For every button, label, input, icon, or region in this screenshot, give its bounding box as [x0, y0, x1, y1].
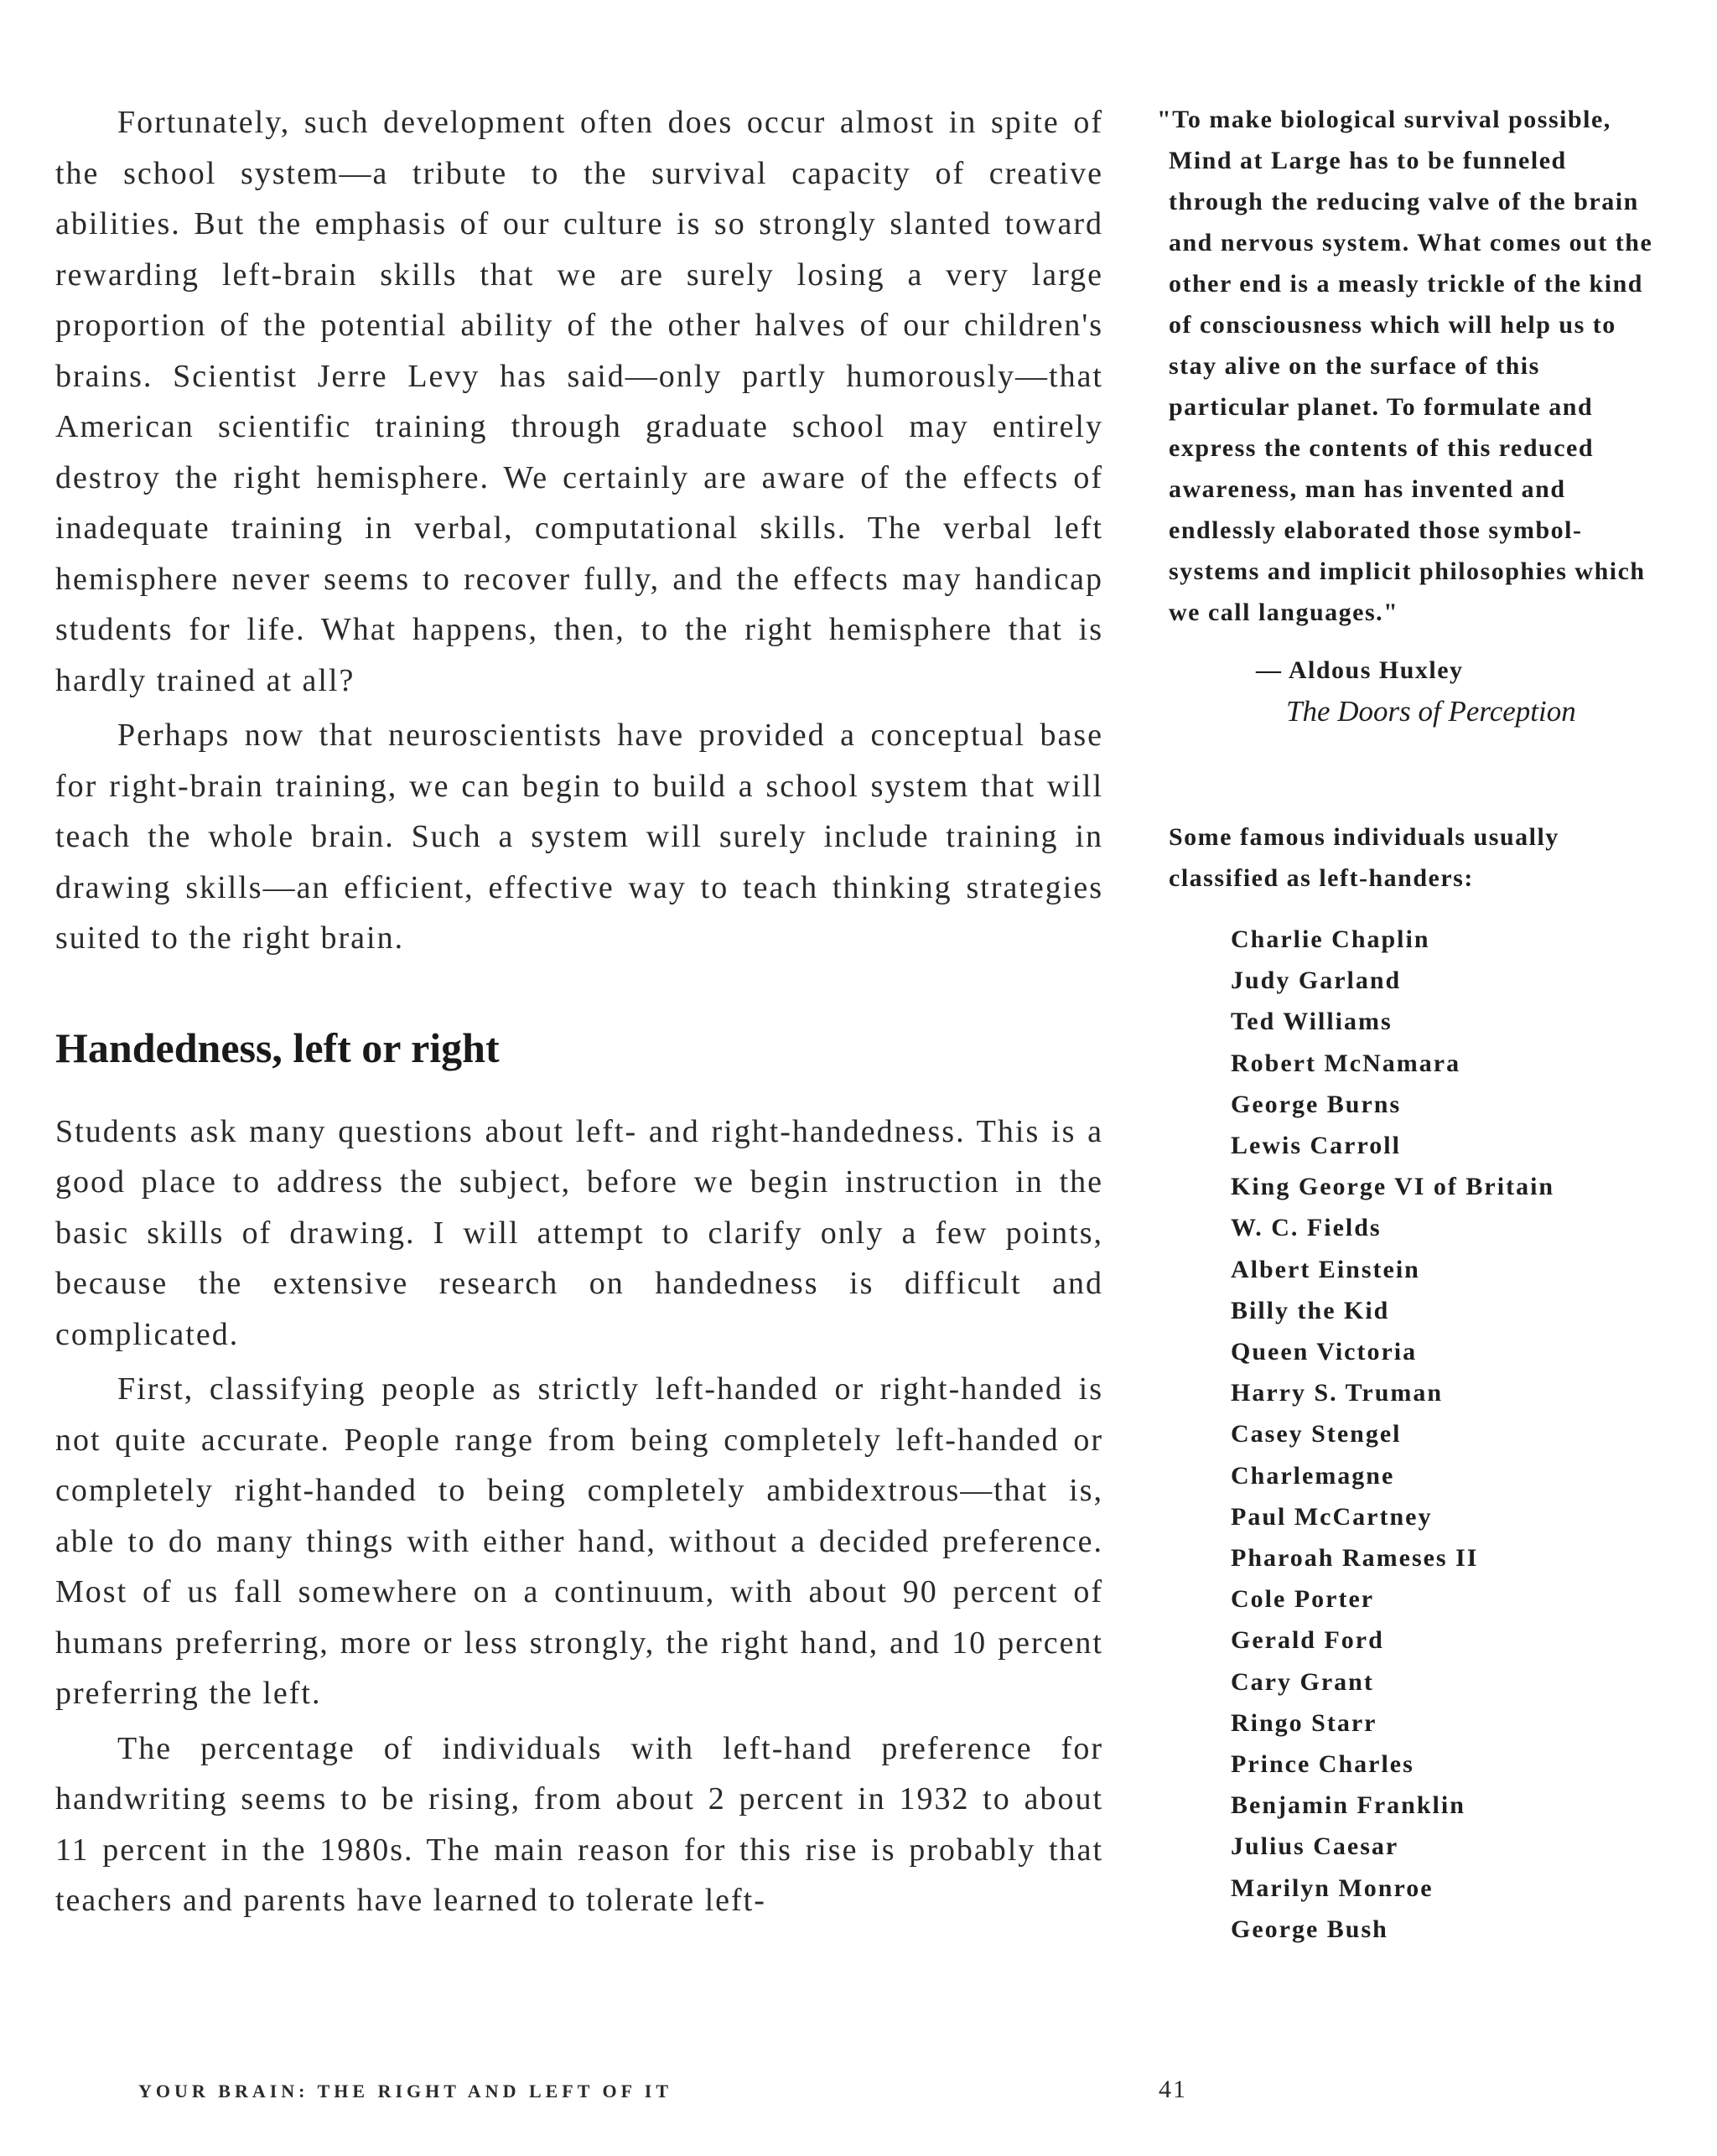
list-item: Ted Williams	[1231, 1008, 1393, 1036]
body-paragraph: Fortunately, such development often does occur almost in spite of the school system—a tribute to the survival capacity of creative abilities. But the emphasis of our culture is so strongly slanted toward rewarding left-brain skills that we are surely losing a very large proportion of the potential ability of the other halves of our children's brains. Scientist Jerre Levy has said—only partly humorously—that American scientific training through graduate school may entirely destroy the right hemisphere. We certainly are aware of the effects of inadequate training in verbal, computational skills. The verbal left hemisphere never seems to recover fully, and the effects may handicap students for life. What happens, then, to the right hemisphere that is hardly trained at all?	[55, 105, 1103, 698]
list-item: Casey Stengel	[1231, 1420, 1402, 1449]
list-item: Cary Grant	[1231, 1667, 1374, 1696]
quote-attribution	[1157, 650, 1660, 733]
sidebar-quote: "To make biological survival possible, Mind at Large has to be funneled through the reducing valve of the brain and nervous system. What comes out the other end is a measly trickle of the kind of consciousness which will help us to stay alive on the surface of this particular planet. To formulate and express the contents of this reduced awareness, man has invented and endlessly elaborated those symbol-systems and implicit philosophies which we call languages."	[1157, 106, 1653, 626]
list-item: Harry S. Truman	[1231, 1379, 1444, 1407]
list-item: King George VI of Britain	[1231, 1173, 1555, 1201]
main-text-column	[55, 97, 1103, 1931]
list-item: Prince Charles	[1231, 1750, 1414, 1779]
attribution-book-title: The Doors of Perception	[1286, 695, 1576, 728]
attribution-author: — Aldous Huxley	[1256, 656, 1464, 684]
list-item: Pharoah Rameses II	[1231, 1544, 1479, 1573]
left-handers-list	[1157, 919, 1660, 1950]
list-item: Ringo Starr	[1231, 1708, 1377, 1737]
list-item: Billy the Kid	[1231, 1296, 1390, 1324]
list-item: W. C. Fields	[1231, 1214, 1382, 1242]
list-item: George Burns	[1231, 1090, 1402, 1118]
list-item: Gerald Ford	[1231, 1626, 1384, 1655]
list-item: Marilyn Monroe	[1231, 1874, 1434, 1902]
list-item: Queen Victoria	[1231, 1338, 1418, 1366]
list-item: Julius Caesar	[1231, 1832, 1399, 1861]
list-item: George Bush	[1231, 1915, 1388, 1943]
list-item: Lewis Carroll	[1231, 1132, 1401, 1160]
list-item: Albert Einstein	[1231, 1255, 1420, 1283]
body-paragraph: First, classifying people as strictly left-handed or right-handed is not quite accurate. People range from being completely left-handed or completely right-handed to being completely ambidextrous—that is, able to do many things with either hand, without a decided preference. Most of us fall somewhere on a continuum, with about 90 percent of humans preferring, more or less strongly, the right hand, and 10 percent preferring the left.	[55, 1371, 1103, 1711]
section-heading: Handedness, left or right	[55, 1024, 500, 1071]
list-item: Paul McCartney	[1231, 1502, 1433, 1531]
body-paragraph: Perhaps now that neuroscientists have provided a conceptual base for right-brain training, we can begin to build a school system that will teach the whole brain. Such a system will surely include training in drawing skills—an efficient, effective way to teach thinking strategies suited to the right brain.	[55, 718, 1103, 956]
running-footer-title: YOUR BRAIN: THE RIGHT AND LEFT OF IT	[138, 2081, 672, 2102]
list-item: Cole Porter	[1231, 1585, 1375, 1614]
body-paragraph: Students ask many questions about left- and right-handedness. This is a good place to address the subject, before we begin instruction in the basic skills of drawing. I will attempt to clarify only a few points, because the extensive research on handedness is difficult and complicated.	[55, 1113, 1103, 1352]
page-number: 41	[1159, 2076, 1187, 2103]
list-item: Benjamin Franklin	[1231, 1791, 1465, 1820]
list-item: Judy Garland	[1231, 967, 1402, 995]
sidebar-column	[1157, 99, 1660, 1950]
list-item: Charlemagne	[1231, 1461, 1395, 1490]
list-item: Robert McNamara	[1231, 1049, 1461, 1077]
list-item: Charlie Chaplin	[1231, 925, 1430, 953]
left-handers-intro: Some famous individuals usually classified as left-handers:	[1169, 823, 1559, 892]
body-paragraph: The percentage of individuals with left-hand preference for handwriting seems to be rising, from about 2 percent in 1932 to about 11 percent in the 1980s. The main reason for this rise is probably that teachers and parents have learned to tolerate left-	[55, 1730, 1103, 1918]
